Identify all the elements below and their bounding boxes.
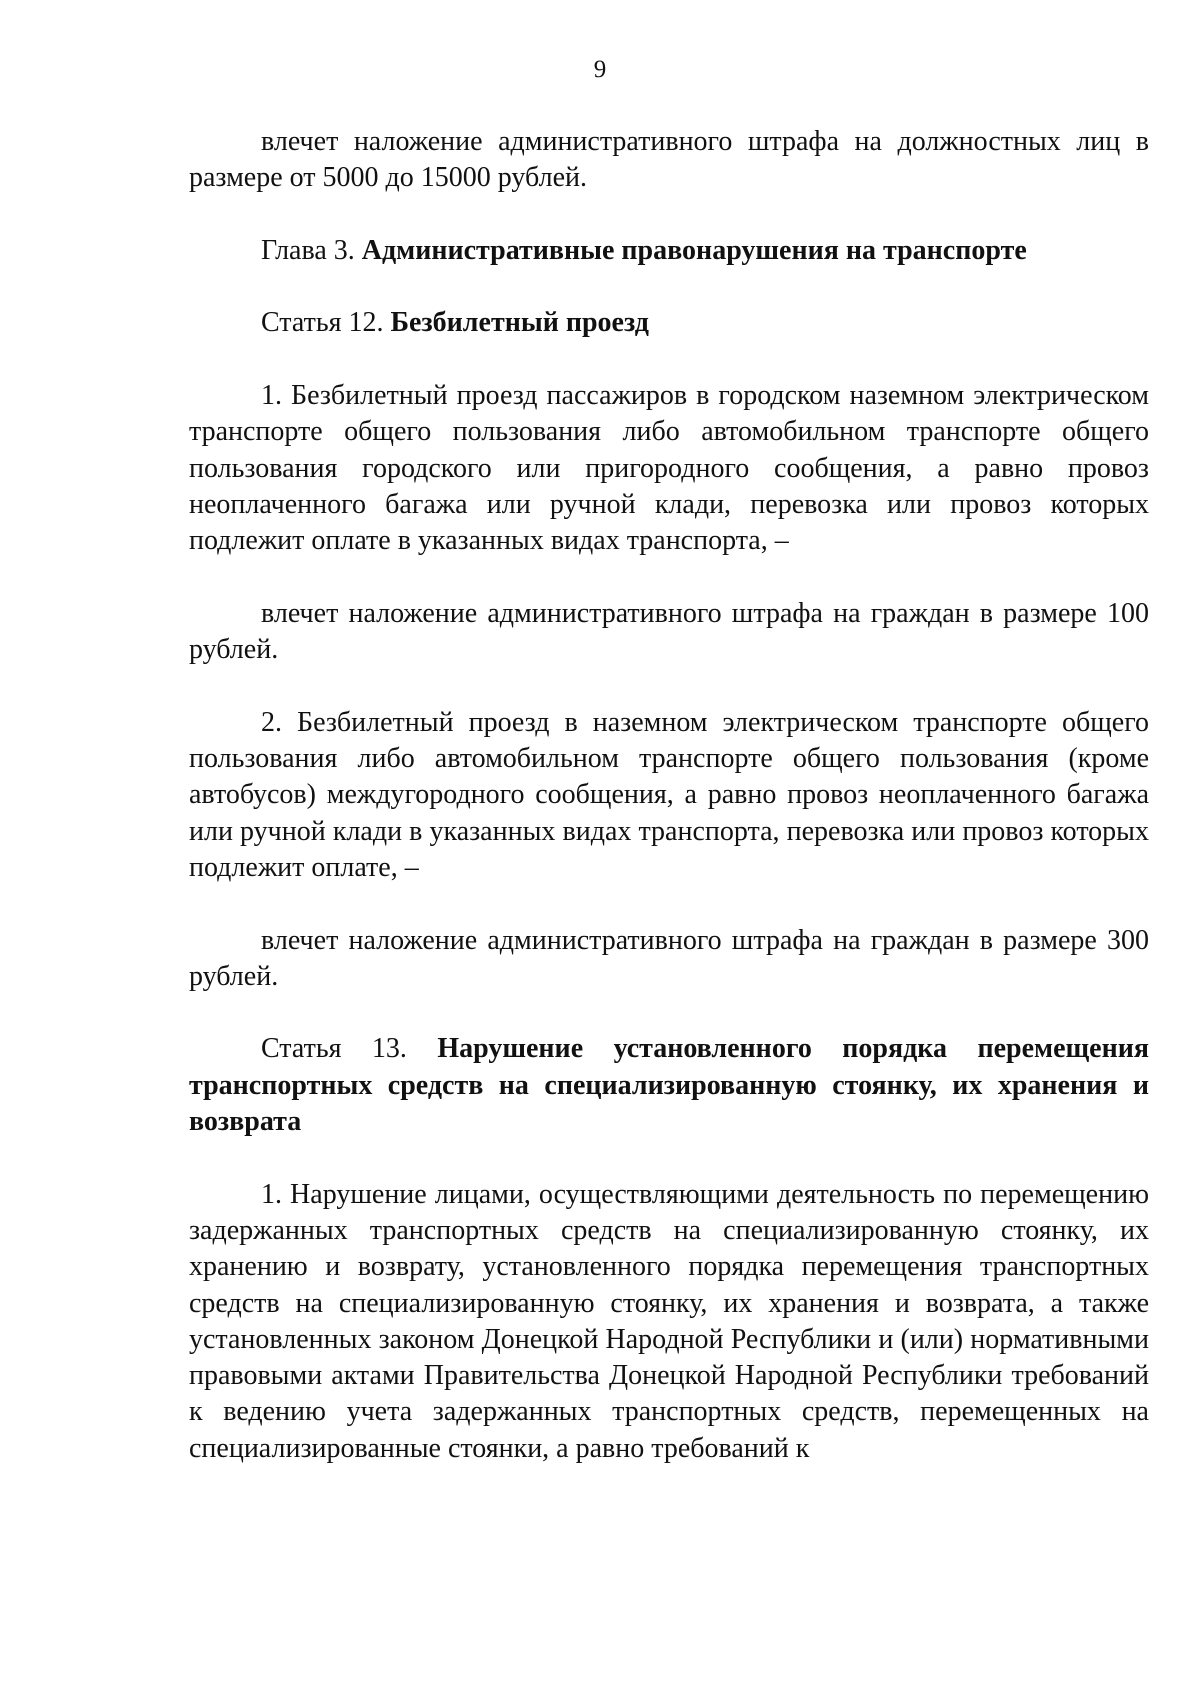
article-12-penalty-1: влечет наложение административного штрафа на граждан в размере 100 рублей. (189, 597, 1149, 666)
article-13-prefix: Статья 13. (261, 1033, 407, 1065)
article-12-paragraph-1: 1. Безбилетный проезд пассажиров в городском наземном электрическом транспорте общего пользования либо автомобильном транспорте общего пользования городского или пригородного сообщения, а равно провоз неоплаченного багажа или ручной клади, перевозка или провоз которых подлежит оплате в указанных видах транспорта, – (189, 380, 1149, 557)
article-12-prefix: Статья 12. (261, 307, 384, 339)
article-13-title: Нарушение установленного порядка перемещения транспортных средств на специализированную стоянку, их хранения и возврата (189, 1033, 1149, 1138)
page-number: 9 (593, 56, 607, 83)
article-13-heading (189, 1031, 1149, 1140)
article-12-title: Безбилетный проезд (390, 307, 649, 339)
chapter-prefix: Глава 3. (261, 234, 355, 266)
article-12-penalty-2: влечет наложение административного штрафа на граждан в размере 300 рублей. (189, 924, 1149, 992)
document-body (189, 124, 1149, 1467)
intro-paragraph: влечет наложение административного штрафа на должностных лиц в размере от 5000 до 15000 рублей. (189, 126, 1149, 194)
article-12-heading (189, 305, 1149, 341)
article-12-paragraph-2: 2. Безбилетный проезд в наземном электрическом транспорте общего пользования либо автомобильном транспорте общего пользования (кроме автобусов) междугородного сообщения, а равно провоз неоплаченного багажа или ручной клади в указанных видах транспорта, перевозка или провоз которых подлежит оплате, – (189, 706, 1149, 883)
chapter-title: Административные правонарушения на транспорте (361, 234, 1027, 266)
chapter-heading (189, 233, 1149, 269)
article-13-paragraph-1: 1. Нарушение лицами, осуществляющими деятельность по перемещению задержанных транспортных средств на специализированную стоянку, их хранению и возврату, установленного порядка перемещения транспортных средств на специализированную стоянку, их хранения и возврата, а также установленных законом Донецкой Народной Республики и (или) нормативными правовыми актами Правительства Донецкой Народной Республики требований к ведению учета задержанных транспортных средств, перемещенных на специализированные стоянки, а равно требований к (189, 1178, 1149, 1464)
